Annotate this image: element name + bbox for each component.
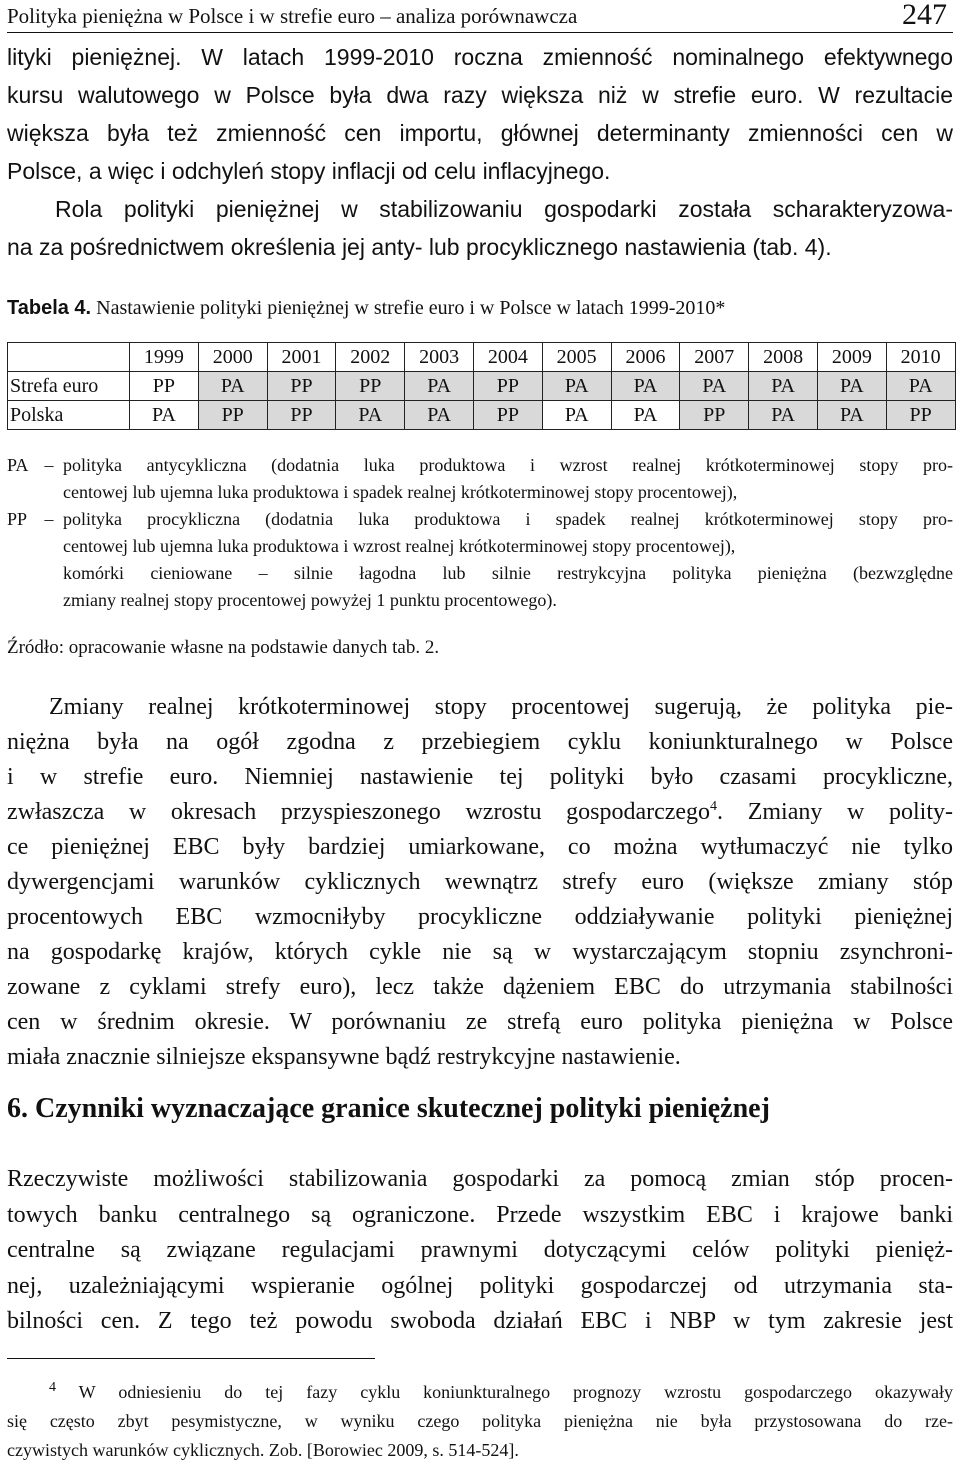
- text-line: centralne są związane regulacjami prawnymi dotyczącymi celów polityki pienięż-: [7, 1237, 953, 1263]
- note-line: centowej lub ujemna luka produktowa i wzrost realnej krótkoterminowej stopy procentowej),: [63, 536, 736, 556]
- year-cell: 2004: [473, 343, 542, 372]
- running-title: Polityka pieniężna w Polsce i w strefie euro – analiza porównawcza: [7, 4, 578, 28]
- footnote-rule: [7, 1358, 375, 1359]
- stance-cell: PA: [542, 401, 611, 430]
- paragraph-section: [7, 1162, 953, 1340]
- stance-cell: PA: [817, 401, 886, 430]
- page-header: [7, 2, 953, 33]
- year-cell: 2003: [405, 343, 474, 372]
- paragraph-intro: [7, 38, 953, 266]
- year-cell: 2005: [542, 343, 611, 372]
- year-cell: 2002: [336, 343, 405, 372]
- text-line: [7, 795, 953, 830]
- note-line: zmiany realnej stopy procentowej powyżej 1 punktu procentowego).: [63, 590, 557, 610]
- table-header-row: [8, 343, 956, 372]
- table-caption: [7, 297, 725, 320]
- note-dash: –: [44, 455, 54, 475]
- stance-cell: PA: [611, 372, 680, 401]
- stance-cell: PP: [473, 401, 542, 430]
- note-pa: [7, 452, 953, 506]
- footnote-line: się często zbyt pesymistyczne, w wyniku czego polityka pieniężna nie była przystosowana do rze-: [7, 1411, 953, 1431]
- text-line: Zmiany realnej krótkoterminowej stopy procentowej sugerują, że polityka pie-: [49, 694, 953, 720]
- row-label: Polska: [8, 401, 130, 430]
- text-line: ce pieniężnej EBC były bardziej umiarkowane, co można wytłumaczyć nie tylko: [7, 834, 953, 860]
- stance-cell: PA: [198, 372, 267, 401]
- text-fragment: W odniesieniu do tej fazy cyklu koniunkturalnego prognozy wzrostu gospodarczego okazywały: [78, 1382, 953, 1402]
- stance-cell: PA: [336, 401, 405, 430]
- text-line: niężna była na ogół zgodna z przebiegiem cyklu koniunkturalnego w Polsce: [7, 729, 953, 755]
- text-line: kursu walutowego w Polsce była dwa razy większa niż w strefie euro. W rezultacie: [7, 82, 953, 108]
- text-line: towych banku centralnego są ograniczone. Przede wszystkim EBC i krajowe banki: [7, 1201, 953, 1228]
- stance-cell: PP: [473, 372, 542, 401]
- year-cell: 2006: [611, 343, 680, 372]
- row-label: Strefa euro: [8, 372, 130, 401]
- stance-cell: PA: [749, 401, 818, 430]
- footnote-line: [7, 1378, 953, 1407]
- stance-cell: PP: [886, 401, 955, 430]
- table-caption-text: Nastawienie polityki pieniężnej w strefie euro i w Polsce w latach 1999-2010*: [96, 297, 726, 319]
- text-line: bilności cen. Z tego też powodu swoboda działań EBC i NBP w tym zakresie jest: [7, 1308, 953, 1334]
- note-abbr: PA: [7, 455, 29, 475]
- year-cell: 2009: [817, 343, 886, 372]
- text-line: większa była też zmienność cen importu, głównej determinanty zmienności cen w: [7, 120, 953, 146]
- stance-cell: PP: [130, 372, 199, 401]
- text-fragment: . Zmiany w polity-: [717, 799, 953, 825]
- stance-cell: PP: [267, 372, 336, 401]
- note-line: polityka antycykliczna (dodatnia luka produktowa i wzrost realnej krótkoterminowej stopy pro-: [63, 455, 953, 475]
- text-line: Polsce, a więc i odchyleń stopy inflacji od celu inflacyjnego.: [7, 158, 611, 184]
- text-line: Rola polityki pieniężnej w stabilizowaniu gospodarki została scharakteryzowa-: [55, 196, 953, 222]
- note-dash: –: [44, 509, 54, 529]
- table-notes: [7, 452, 953, 614]
- year-cell: 1999: [130, 343, 199, 372]
- note-abbr: PP: [7, 509, 28, 529]
- table-row: [8, 372, 956, 401]
- note-line: centowej lub ujemna luka produktowa i spadek realnej krótkoterminowej stopy procentowej),: [63, 482, 738, 502]
- text-line: miała znacznie silniejsze ekspansywne bądź restrykcyjne nastawienie.: [7, 1044, 681, 1070]
- year-cell: 2000: [198, 343, 267, 372]
- text-line: na za pośrednictwem określenia jej anty- lub procyklicznego nastawienia (tab. 4).: [7, 234, 832, 260]
- note-pp: [7, 506, 953, 614]
- text-line: dywergencjami warunków cyklicznych wewnątrz strefy euro (większe zmiany stóp: [7, 869, 953, 895]
- footnote: [7, 1378, 953, 1465]
- stance-cell: PA: [886, 372, 955, 401]
- stance-cell: PP: [336, 372, 405, 401]
- stance-cell: PA: [405, 401, 474, 430]
- text-line: cen w średnim okresie. W porównaniu ze strefą euro polityka pieniężna w Polsce: [7, 1009, 953, 1035]
- stance-cell: PA: [611, 401, 680, 430]
- year-cell: 2008: [749, 343, 818, 372]
- section-heading: 6. Czynniki wyznaczające granice skutecznej polityki pieniężnej: [7, 1093, 770, 1124]
- footnote-number: 4: [49, 1380, 56, 1395]
- stance-cell: PA: [680, 372, 749, 401]
- text-line: i w strefie euro. Niemniej nastawienie tej polityki było czasami procykliczne,: [7, 764, 953, 790]
- stance-cell: PA: [130, 401, 199, 430]
- table-row: [8, 401, 956, 430]
- year-cell: 2001: [267, 343, 336, 372]
- table-caption-label: Tabela 4.: [7, 297, 92, 319]
- stance-cell: PP: [267, 401, 336, 430]
- stance-cell: PA: [817, 372, 886, 401]
- paragraph-main: [7, 690, 953, 1075]
- source-note: Źródło: opracowanie własne na podstawie danych tab. 2.: [7, 637, 440, 658]
- text-line: lityki pieniężnej. W latach 1999-2010 roczna zmienność nominalnego efektywnego: [7, 44, 953, 70]
- note-line: polityka procykliczna (dodatnia luka produktowa i spadek realnej krótkoterminowej stopy pro-: [63, 509, 953, 529]
- stance-cell: PP: [198, 401, 267, 430]
- text-line: nej, uzależniającymi wspieranie ogólnej polityki gospodarczej od utrzymania sta-: [7, 1272, 953, 1299]
- stance-cell: PA: [542, 372, 611, 401]
- text-fragment: zwłaszcza w okresach przyspieszonego wzrostu gospodarczego: [7, 799, 711, 825]
- stance-cell: PP: [680, 401, 749, 430]
- footnote-line: czywistych warunków cyklicznych. Zob. [Borowiec 2009, s. 514-524].: [7, 1440, 519, 1460]
- text-line: Rzeczywiste możliwości stabilizowania gospodarki za pomocą zmian stóp procen-: [7, 1166, 953, 1192]
- year-cell: 2010: [886, 343, 955, 372]
- footnote-ref[interactable]: 4: [710, 799, 718, 814]
- year-cell: 2007: [680, 343, 749, 372]
- stance-cell: PA: [749, 372, 818, 401]
- table-corner-cell: [8, 343, 130, 372]
- text-line: na gospodarkę krajów, których cykle nie są w wystarczającym stopniu zsynchroni-: [7, 939, 953, 965]
- note-line: komórki cieniowane – silnie łagodna lub silnie restrykcyjna polityka pieniężna (bezwzględne: [63, 563, 953, 583]
- stance-cell: PA: [405, 372, 474, 401]
- policy-stance-table: [7, 342, 956, 430]
- text-line: procentowych EBC wzmocniłyby procykliczne oddziaływanie polityki pieniężnej: [7, 904, 953, 930]
- text-line: zowane z cyklami strefy euro), lecz także dążeniem EBC do utrzymania stabilności: [7, 974, 953, 1000]
- page-number: 247: [902, 0, 947, 31]
